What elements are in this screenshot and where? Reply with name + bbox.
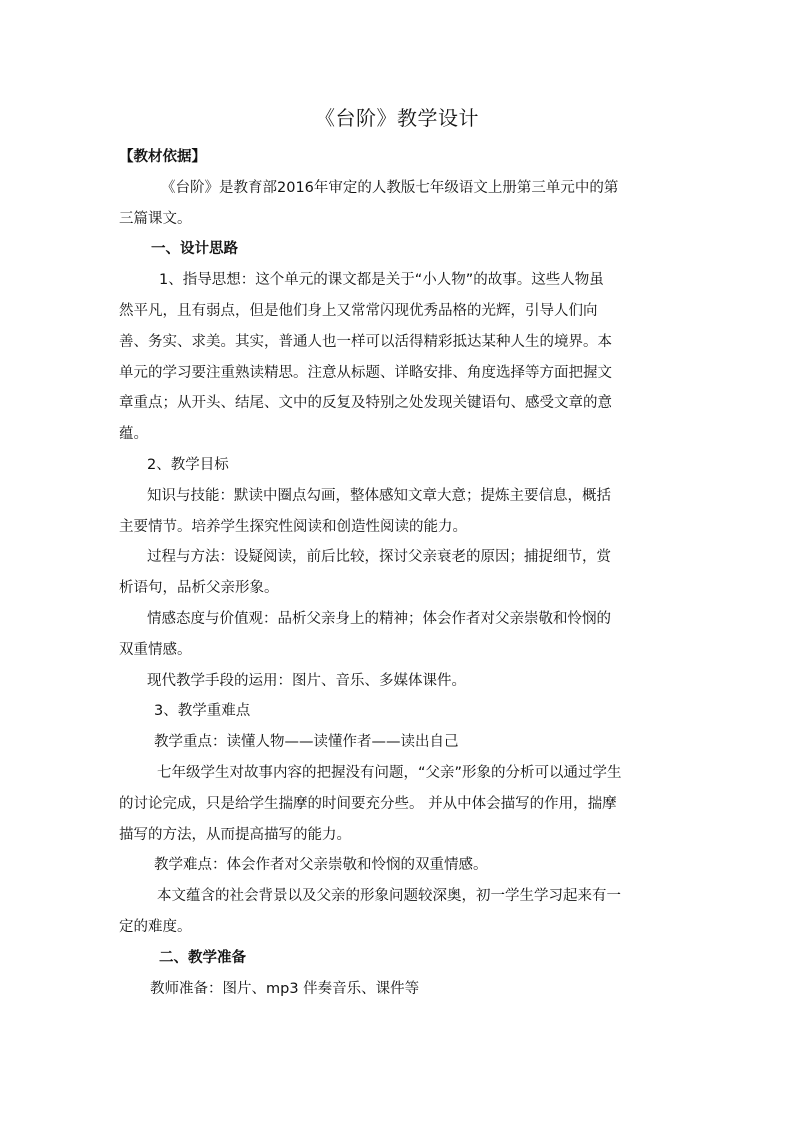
paragraph-line: 教学重点：读懂人物——读懂作者——读出自己 bbox=[154, 734, 459, 751]
paragraph-line: 描写的方法，从而提高描写的能力。 bbox=[119, 826, 351, 843]
paragraph-line: 析语句，品析父亲形象。 bbox=[119, 580, 279, 597]
paragraph-line: 章重点；从开头、结尾、文中的反复及特别之处发现关键语句、感受文章的意 bbox=[119, 395, 612, 412]
paragraph-line: 定的难度。 bbox=[119, 918, 192, 935]
section-heading-design-thinking: 一、设计思路 bbox=[151, 241, 238, 258]
section-heading-teaching-preparation: 二、教学准备 bbox=[159, 949, 246, 966]
subheading-teaching-goals: 2、教学目标 bbox=[147, 456, 229, 473]
paragraph-line: 三篇课文。 bbox=[119, 210, 192, 227]
paragraph-line: 本文蕴含的社会背景以及父亲的形象问题较深奥，初一学生学习起来有一 bbox=[157, 888, 621, 905]
paragraph-line: 主要情节。培养学生探究性阅读和创造性阅读的能力。 bbox=[119, 518, 467, 535]
document-title: 《台阶》教学设计 bbox=[315, 106, 479, 130]
paragraph-line: 1、指导思想：这个单元的课文都是关于“小人物”的故事。这些人物虽 bbox=[159, 272, 604, 289]
paragraph-line: 的讨论完成，只是给学生揣摩的时间要充分些。 并从中体会描写的作用，揣摩 bbox=[119, 795, 617, 812]
paragraph-line: 双重情感。 bbox=[119, 641, 192, 658]
paragraph-line: 现代教学手段的运用：图片、音乐、多媒体课件。 bbox=[147, 672, 466, 689]
paragraph-line: 善、务实、求美。其实，普通人也一样可以活得精彩抵达某种人生的境界。本 bbox=[119, 333, 612, 350]
paragraph-line: 单元的学习要注重熟读精思。注意从标题、详略安排、角度选择等方面把握文 bbox=[119, 364, 612, 381]
paragraph-line: 然平凡，且有弱点，但是他们身上又常常闪现优秀品格的光辉，引导人们向 bbox=[119, 302, 598, 319]
paragraph-line: 《台阶》是教育部2016年审定的人教版七年级语文上册第三单元中的第 bbox=[161, 179, 619, 196]
subheading-key-difficulties: 3、教学重难点 bbox=[154, 703, 251, 720]
paragraph-line: 七年级学生对故事内容的把握没有问题，“父亲”形象的分析可以通过学生 bbox=[157, 764, 622, 781]
paragraph-line: 教学难点：体会作者对父亲崇敬和怜悯的双重情感。 bbox=[154, 857, 488, 874]
paragraph-line: 过程与方法：设疑阅读，前后比较，探讨父亲衰老的原因；捕捉细节，赏 bbox=[147, 549, 611, 566]
section-heading-textbook-basis: 【教材依据】 bbox=[119, 149, 206, 165]
document-body bbox=[119, 142, 674, 1004]
paragraph-line: 教师准备：图片、mp3 伴奏音乐、课件等 bbox=[150, 980, 420, 997]
paragraph-line: 情感态度与价值观：品析父亲身上的精神；体会作者对父亲崇敬和怜悯的 bbox=[147, 610, 611, 627]
paragraph-line: 知识与技能：默读中圈点勾画，整体感知文章大意；提炼主要信息，概括 bbox=[147, 487, 611, 504]
paragraph-line: 蕴。 bbox=[119, 426, 148, 443]
